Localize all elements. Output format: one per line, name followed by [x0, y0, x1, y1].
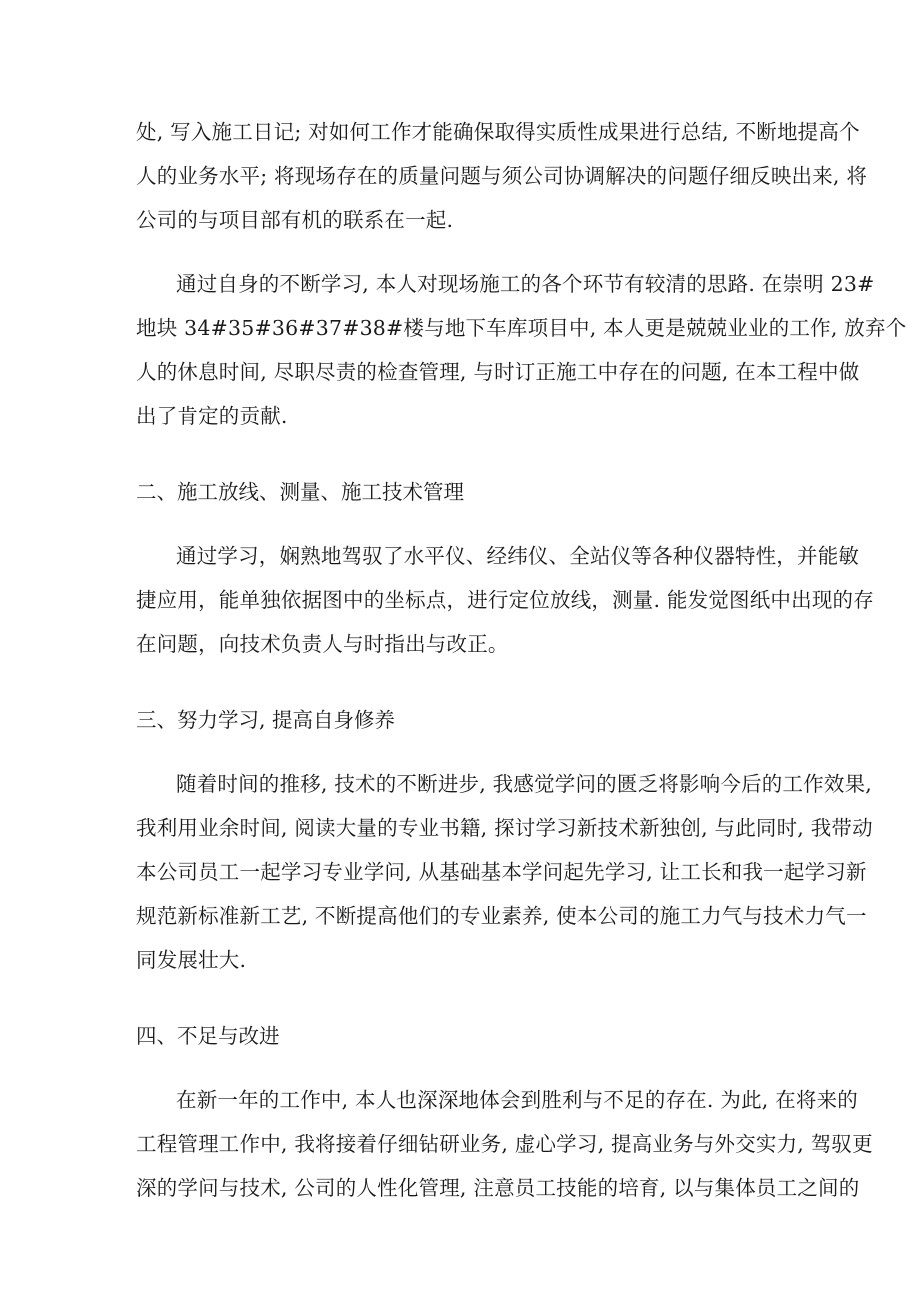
section-heading-4: 四、不足与改进: [136, 1024, 280, 1048]
paragraph-1: [136, 110, 868, 242]
paragraph-4: [136, 762, 873, 982]
text-line: 随着时间的推移, 技术的不断进步, 我感觉学问的匮乏将影响今后的工作效果,: [176, 772, 872, 796]
text-line: 处, 写入施工日记; 对如何工作才能确保取得实质性成果进行总结, 不断地提高个: [136, 120, 860, 144]
document-page: [136, 110, 907, 1210]
section-heading-3: 三、努力学习, 提高自身修养: [136, 708, 396, 732]
paragraph-2: [136, 262, 907, 438]
text-line: 在问题，向技术负责人与时指出与改正。: [136, 632, 509, 656]
text-line: 深的学问与技术, 公司的人性化管理, 注意员工技能的培育, 以与集体员工之间的: [136, 1176, 860, 1200]
text-line: 人的休息时间, 尽职尽责的检查管理, 与时订正施工中存在的问题, 在本工程中做: [136, 360, 860, 384]
text-line: 通过学习，娴熟地驾驭了水平仪、经纬仪、全站仪等各种仪器特性，并能敏: [176, 544, 860, 568]
text-line: 通过自身的不断学习, 本人对现场施工的各个环节有较清的思路. 在崇明 23#: [176, 272, 875, 296]
text-line: 工程管理工作中, 我将接着仔细钻研业务, 虚心学习, 提高业务与外交实力, 驾驭更: [136, 1132, 873, 1156]
text-line: 人的业务水平; 将现场存在的质量问题与须公司协调解决的问题仔细反映出来, 将: [136, 164, 868, 188]
text-line: 规范新标准新工艺, 不断提高他们的专业素养, 使本公司的施工力气与技术力气一: [136, 904, 867, 928]
text-line: 我利用业余时间, 阅读大量的专业书籍, 探讨学习新技术新独创, 与此同时, 我带动: [136, 816, 873, 840]
text-line: 在新一年的工作中, 本人也深深地体会到胜利与不足的存在. 为此, 在将来的: [176, 1088, 858, 1112]
text-line: 地块 34#35#36#37#38#楼与地下车库项目中, 本人更是兢兢业业的工作, 放弃个: [136, 316, 907, 340]
section-heading-2: 二、施工放线、测量、施工技术管理: [136, 480, 464, 504]
text-line: 公司的与项目部有机的联系在一起.: [136, 208, 454, 232]
text-line: 捷应用，能单独依据图中的坐标点，进行定位放线，测量. 能发觉图纸中出现的存: [136, 588, 874, 612]
text-line: 同发展壮大.: [136, 948, 247, 972]
paragraph-3: [136, 534, 874, 666]
text-line: 本公司员工一起学习专业学问, 从基础基本学问起先学习, 让工长和我一起学习新: [136, 860, 867, 884]
paragraph-5: [136, 1078, 873, 1210]
text-line: 出了肯定的贡献.: [136, 404, 288, 428]
